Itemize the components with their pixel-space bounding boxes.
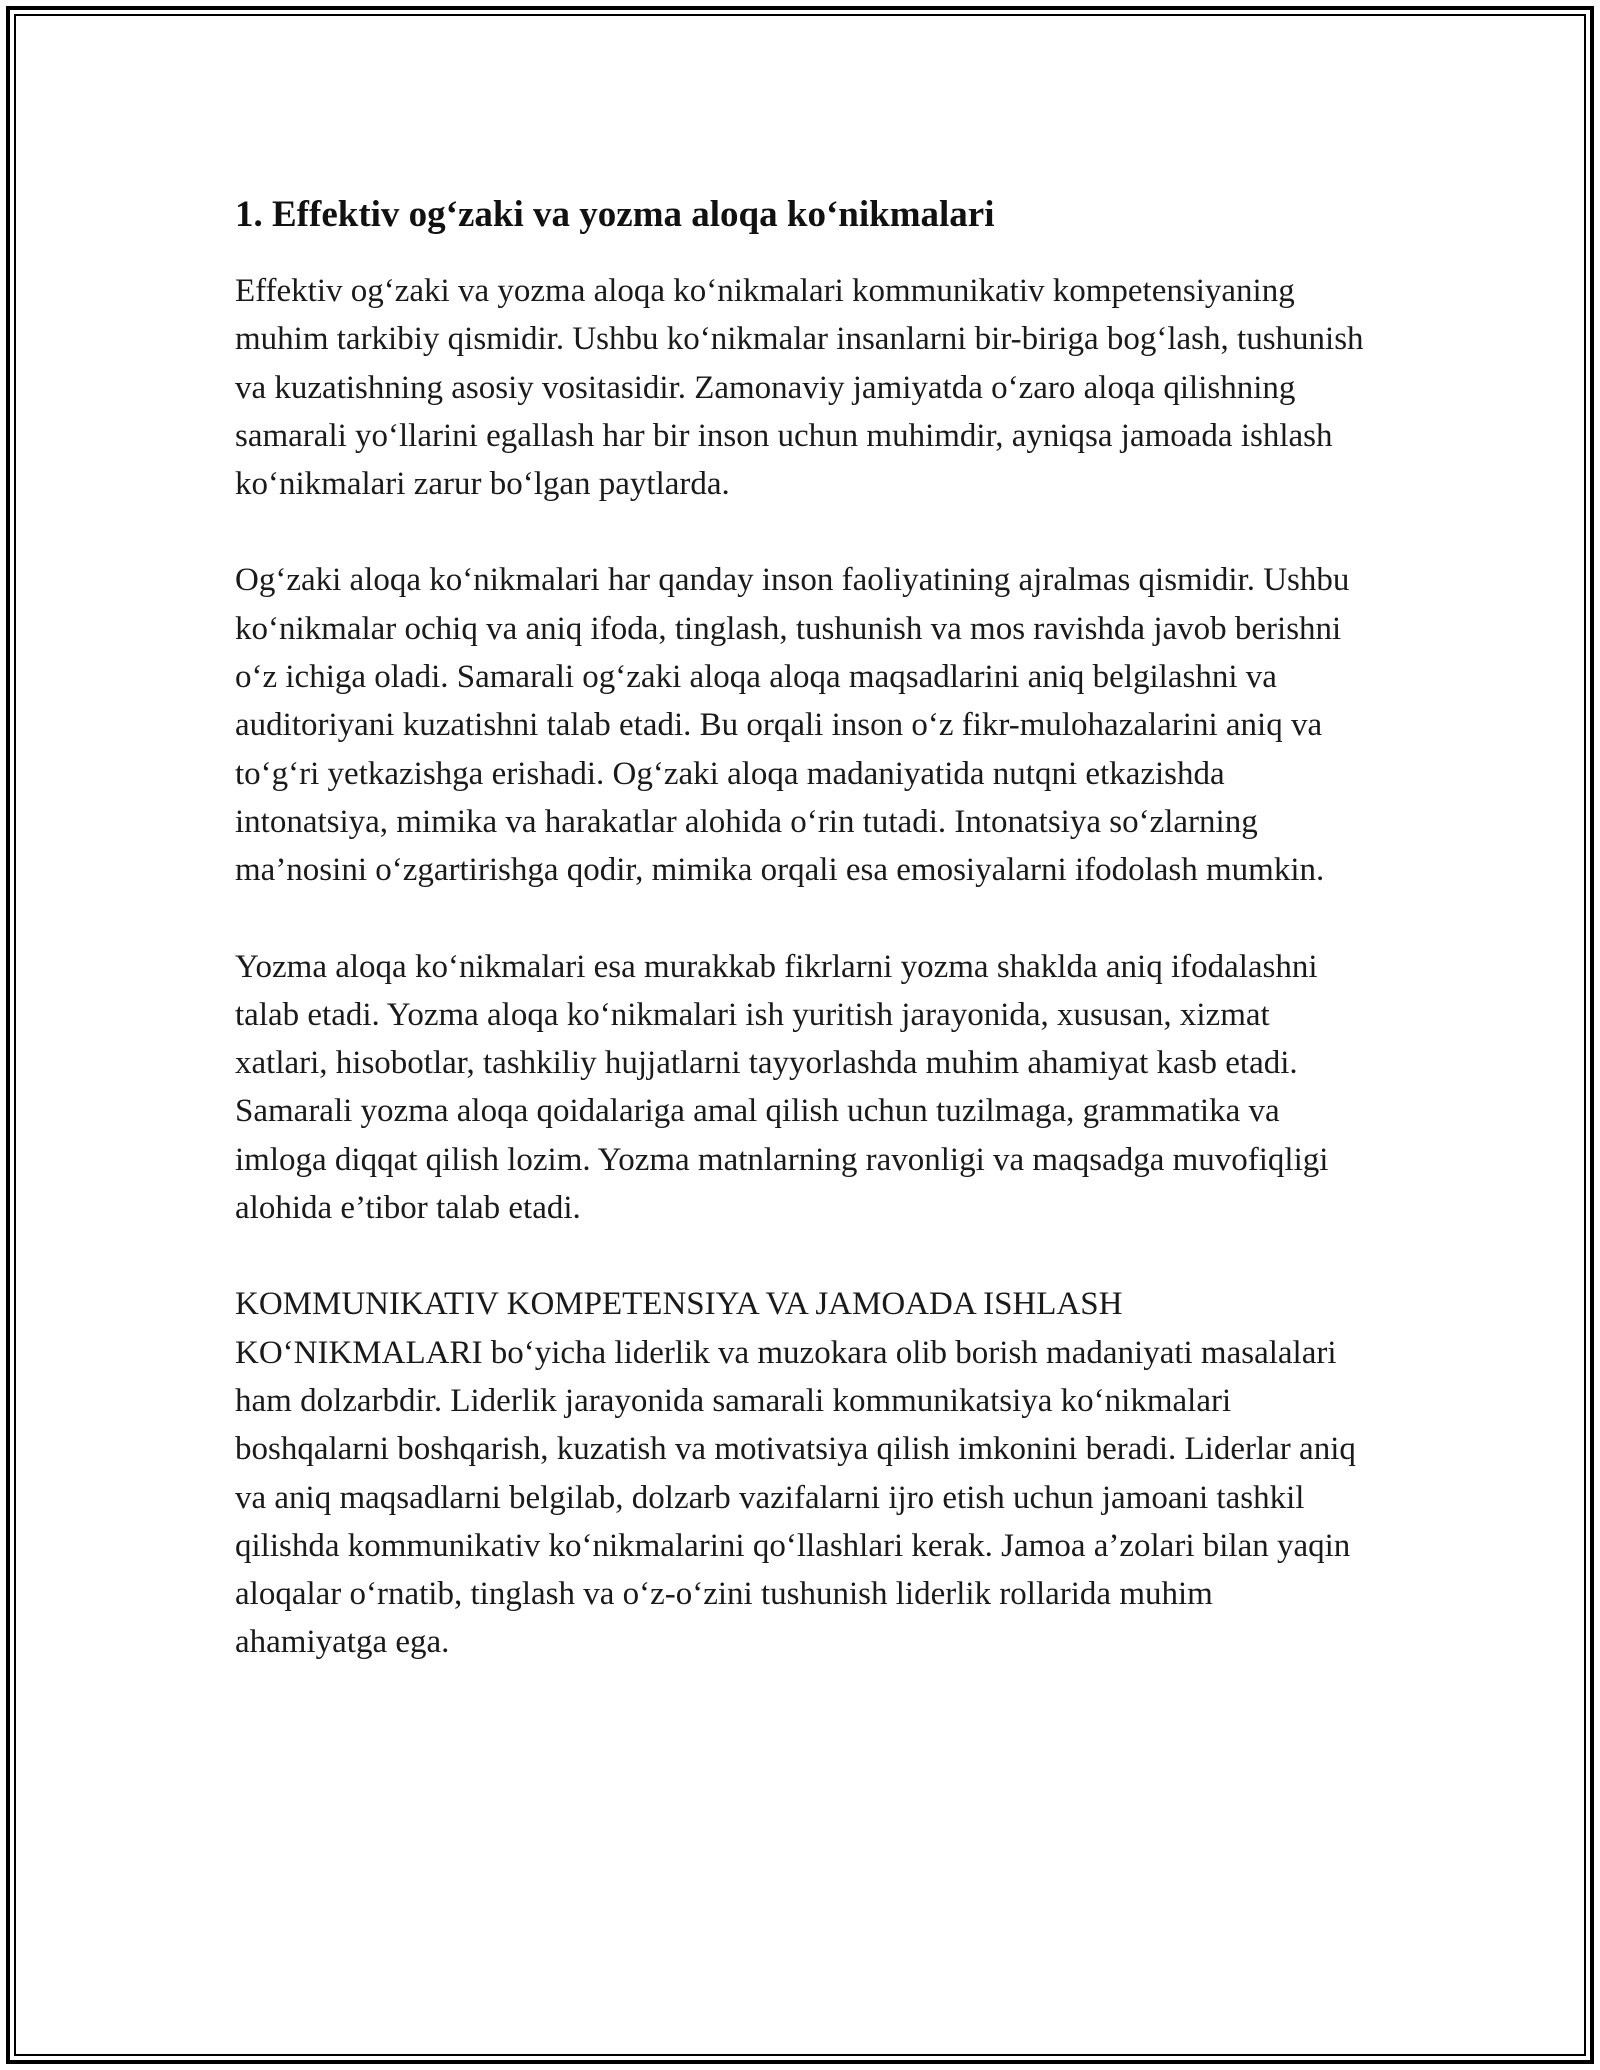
section-heading: 1. Effektiv og‘zaki va yozma aloqa ko‘nikmalari (235, 194, 995, 235)
paragraph-written-communication: Yozma aloqa ko‘nikmalari esa murakkab fikrlarni yozma shaklda aniq ifodalashni talab etadi. Yozma aloqa ko‘nikmalari ish yuritish jarayonida, xususan, xizmat xatlari, hisobotlar, tashkiliy hujjatlarni tayyorlashda muhim ahamiyat kasb etadi. Samarali yozma aloqa qoidalariga amal qilish uchun tuzilmaga, grammatika va imloga diqqat qilish lozim. Yozma matnlarning ravonligi va maqsadga muvofiqligi alohida e’tibor talab etadi. (235, 948, 1329, 1227)
document-body (235, 185, 1365, 1715)
paragraph-leadership: KOMMUNIKATIV KOMPETENSIYA VA JAMOADA ISHLASH KO‘NIKMALARI bo‘yicha liderlik va muzokara olib borish madaniyati masalalari ham dolzarbdir. Liderlik jarayonida samarali kommunikatsiya ko‘nikmalari boshqalarni boshqarish, kuzatish va motivatsiya qilish imkonini beradi. Liderlar aniq va aniq maqsadlarni belgilab, dolzarb vazifalarni ijro etish uchun jamoani tashkil qilishda kommunikativ ko‘nikmalarini qo‘llashlari kerak. Jamoa a’zolari bilan yaqin aloqalar o‘rnatib, tinglash va o‘z-o‘zini tushunish liderlik rollarida muhim ahamiyatga ega. (235, 1286, 1356, 1661)
paragraph-oral-communication: Og‘zaki aloqa ko‘nikmalari har qanday inson faoliyatining ajralmas qismidir. Ushbu ko‘nikmalar ochiq va aniq ifoda, tinglash, tushunish va mos ravishda javob berishni o‘z ichiga oladi. Samarali og‘zaki aloqa aloqa maqsadlarini aniq belgilashni va auditoriyani kuzatishni talab etadi. Bu orqali inson o‘z fikr-mulohazalarini aniq va to‘g‘ri yetkazishga erishadi. Og‘zaki aloqa madaniyatida nutqni etkazishda intonatsiya, mimika va harakatlar alohida o‘rin tutadi. Intonatsiya so‘zlarning ma’nosini o‘zgartirishga qodir, mimika orqali esa emosiyalarni ifodolash mumkin. (235, 562, 1350, 889)
paragraph-intro: Effektiv og‘zaki va yozma aloqa ko‘nikmalari kommunikativ kompetensiyaning muhim tarkibiy qismidir. Ushbu ko‘nikmalar insanlarni bir-biriga bog‘lash, tushunish va kuzatishning asosiy vositasidir. Zamonaviy jamiyatda o‘zaro aloqa qilishning samarali yo‘llarini egallash har bir inson uchun muhimdir, ayniqsa jamoada ishlash ko‘nikmalari zarur bo‘lgan paytlarda. (235, 273, 1364, 503)
